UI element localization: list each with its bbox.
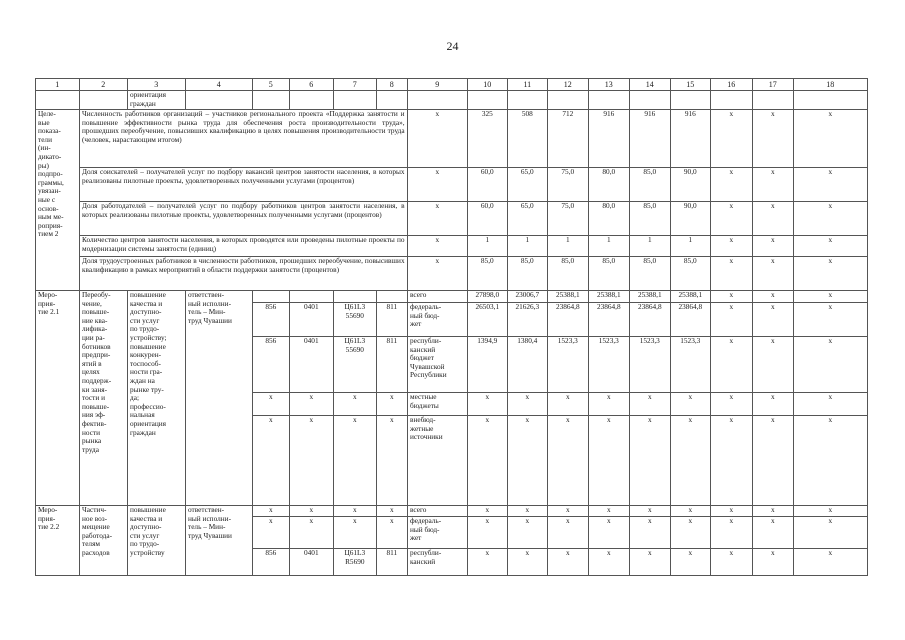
indicator-value: x: [752, 235, 794, 257]
section-code: x: [289, 392, 334, 416]
target-article-code: x: [333, 392, 377, 416]
funding-value: 1523,3: [670, 336, 711, 393]
indicator-value: 712: [547, 109, 589, 168]
indicator-value: x: [793, 256, 868, 291]
expense-type-code: 811: [376, 302, 408, 337]
continuation-cell: [793, 90, 868, 110]
funding-value: x: [752, 392, 794, 416]
indicator-value: 916: [629, 109, 671, 168]
target-article-code: [333, 290, 377, 303]
funding-source: федераль- ный бюд- жет: [407, 516, 468, 549]
funding-value: x: [793, 505, 868, 517]
funding-value: x: [752, 302, 794, 337]
header-cell-11: 11: [507, 78, 548, 91]
header-cell-10: 10: [467, 78, 508, 91]
indicator-value: x: [752, 201, 794, 236]
funding-value: x: [629, 516, 671, 549]
indicator-value: 1: [507, 235, 548, 257]
section-code: [289, 290, 334, 303]
funding-source: внебюд- жетные источники: [407, 415, 468, 506]
indicator-value: 85,0: [629, 256, 671, 291]
grbs-code: x: [252, 516, 290, 549]
funding-value: x: [547, 392, 589, 416]
funding-value: x: [793, 302, 868, 337]
indicator-name: Доля соискателей – получателей услуг по подбору вакансий центров занятости населения, в которых реализованы пилотные проекты, удовлетворенных полученными услугами (процентов): [79, 167, 408, 202]
funding-value: 25388,1: [588, 290, 630, 303]
funding-source: республи- канский: [407, 548, 468, 576]
target-article-code: x: [333, 505, 377, 517]
funding-value: x: [629, 415, 671, 506]
indicator-value: x: [752, 256, 794, 291]
continuation-cell: [289, 90, 334, 110]
funding-source: республи- канский бюджет Чувашской Республики: [407, 336, 468, 393]
grbs-code: x: [252, 392, 290, 416]
continuation-cell: [588, 90, 630, 110]
funding-value: x: [710, 336, 753, 393]
funding-value: x: [507, 516, 548, 549]
measure-2-2-name: Частич- ное воз- мещение работода- телям расходов: [79, 505, 128, 576]
indicator-value: 508: [507, 109, 548, 168]
funding-value: x: [507, 415, 548, 506]
header-cell-6: 6: [289, 78, 334, 91]
funding-value: 23864,8: [670, 302, 711, 337]
funding-value: x: [629, 392, 671, 416]
indicator-value: 60,0: [467, 167, 508, 202]
continuation-cell: [376, 90, 408, 110]
indicator-value: 80,0: [588, 167, 630, 202]
grbs-code: x: [252, 415, 290, 506]
funding-value: 26503,1: [467, 302, 508, 337]
indicator-value: 916: [670, 109, 711, 168]
funding-value: x: [467, 415, 508, 506]
funding-value: x: [793, 290, 868, 303]
funding-value: x: [670, 392, 711, 416]
page-number: 24: [446, 39, 459, 53]
funding-value: x: [547, 516, 589, 549]
funding-value: x: [793, 336, 868, 393]
target-article-code: Ц61L3 55690: [333, 336, 377, 393]
header-cell-15: 15: [670, 78, 711, 91]
indicator-value: 1: [670, 235, 711, 257]
indicator-value: x: [752, 109, 794, 168]
funding-value: 1394,9: [467, 336, 508, 393]
indicator-value: 80,0: [588, 201, 630, 236]
indicator-value: x: [793, 167, 868, 202]
indicator-value: 85,0: [547, 256, 589, 291]
indicator-col9: x: [407, 256, 468, 291]
indicator-value: 85,0: [629, 167, 671, 202]
funding-value: x: [670, 516, 711, 549]
indicator-col9: x: [407, 167, 468, 202]
header-cell-13: 13: [588, 78, 630, 91]
funding-value: x: [710, 516, 753, 549]
section-code: 0401: [289, 548, 334, 576]
indicator-value: 85,0: [670, 256, 711, 291]
funding-value: 1523,3: [629, 336, 671, 393]
section-code: x: [289, 415, 334, 506]
targets-label: Целе- вые показа- тели (ин- дикато- ры) подпро- граммы, увязан- ные с основ- ным ме- роприя- тием 2: [35, 109, 80, 291]
header-cell-14: 14: [629, 78, 671, 91]
indicator-name: Доля трудоустроенных работников в численности работников, прошедших переобучение, повысивших квалификацию в рамках мероприятий в области поддержки занятости (процентов): [79, 256, 408, 291]
funding-value: x: [793, 392, 868, 416]
continuation-cell: [252, 90, 290, 110]
funding-value: 23864,8: [588, 302, 630, 337]
indicator-value: 1: [629, 235, 671, 257]
header-cell-3: 3: [127, 78, 186, 91]
funding-value: 23006,7: [507, 290, 548, 303]
header-cell-1: 1: [35, 78, 80, 91]
indicator-value: 65,0: [507, 201, 548, 236]
continuation-cell: [407, 90, 468, 110]
indicator-name: Количество центров занятости населения, в которых проводятся или проведены пилотные проекты по модернизации системы занятости (единиц): [79, 235, 408, 257]
indicator-col9: x: [407, 235, 468, 257]
funding-value: 1523,3: [547, 336, 589, 393]
header-cell-16: 16: [710, 78, 753, 91]
header-cell-4: 4: [185, 78, 253, 91]
measure-2-1-executor: ответствен- ный исполни- тель – Мин- труд Чувашии: [185, 290, 253, 506]
expense-type-code: x: [376, 392, 408, 416]
funding-value: 25388,1: [547, 290, 589, 303]
indicator-value: x: [793, 201, 868, 236]
continuation-cell: [35, 90, 80, 110]
header-cell-17: 17: [752, 78, 794, 91]
grbs-code: 856: [252, 548, 290, 576]
indicator-value: x: [710, 167, 753, 202]
funding-value: x: [507, 392, 548, 416]
header-cell-7: 7: [333, 78, 377, 91]
indicator-value: 916: [588, 109, 630, 168]
expense-type-code: x: [376, 505, 408, 517]
funding-value: x: [670, 415, 711, 506]
funding-value: x: [588, 505, 630, 517]
expense-type-code: x: [376, 415, 408, 506]
funding-value: x: [670, 548, 711, 576]
funding-value: x: [467, 516, 508, 549]
measure-2-2-label: Меро- прия- тие 2.2: [35, 505, 80, 576]
measure-2-1-label: Меро- прия- тие 2.1: [35, 290, 80, 506]
funding-value: x: [710, 290, 753, 303]
grbs-code: 856: [252, 336, 290, 393]
funding-value: x: [710, 415, 753, 506]
funding-value: 25388,1: [670, 290, 711, 303]
funding-value: 21626,3: [507, 302, 548, 337]
indicator-value: 60,0: [467, 201, 508, 236]
indicator-value: x: [752, 167, 794, 202]
target-article-code: Ц61L3 R5690: [333, 548, 377, 576]
indicator-name: Доля работодателей – получателей услуг по подбору работников центров занятости населения, в которых реализованы пилотные проекты, удовлетворенных полученными услугами (процентов): [79, 201, 408, 236]
header-cell-9: 9: [407, 78, 468, 91]
indicator-value: x: [710, 235, 753, 257]
funding-value: x: [467, 548, 508, 576]
grbs-code: 856: [252, 302, 290, 337]
funding-value: x: [629, 548, 671, 576]
funding-value: x: [507, 505, 548, 517]
funding-value: x: [588, 548, 630, 576]
header-cell-2: 2: [79, 78, 128, 91]
continuation-cell: [185, 90, 253, 110]
grbs-code: [252, 290, 290, 303]
funding-source: всего: [407, 505, 468, 517]
funding-value: x: [670, 505, 711, 517]
indicator-value: 85,0: [588, 256, 630, 291]
funding-value: 23864,8: [629, 302, 671, 337]
funding-value: x: [710, 392, 753, 416]
funding-value: x: [793, 548, 868, 576]
funding-value: x: [752, 548, 794, 576]
expense-type-code: x: [376, 516, 408, 549]
funding-value: x: [752, 505, 794, 517]
funding-value: x: [752, 516, 794, 549]
indicator-value: 75,0: [547, 201, 589, 236]
indicator-value: 1: [467, 235, 508, 257]
indicator-value: 325: [467, 109, 508, 168]
funding-value: x: [547, 415, 589, 506]
funding-value: x: [467, 392, 508, 416]
funding-value: 25388,1: [629, 290, 671, 303]
indicator-value: 90,0: [670, 167, 711, 202]
expense-type-code: 811: [376, 548, 408, 576]
funding-value: x: [507, 548, 548, 576]
funding-value: x: [547, 548, 589, 576]
funding-source: местные бюджеты: [407, 392, 468, 416]
header-cell-12: 12: [547, 78, 589, 91]
funding-value: x: [710, 548, 753, 576]
indicator-value: x: [793, 109, 868, 168]
funding-value: x: [752, 290, 794, 303]
indicator-value: 75,0: [547, 167, 589, 202]
funding-source: всего: [407, 290, 468, 303]
funding-value: x: [752, 415, 794, 506]
continuation-cell: [752, 90, 794, 110]
target-article-code: Ц61L3 55690: [333, 302, 377, 337]
continuation-cell: [79, 90, 128, 110]
expense-type-code: 811: [376, 336, 408, 393]
indicator-name: Численность работников организаций – участников регионального проекта «Поддержка занятости и повышение эффективности рынка труда для обеспечения роста производительности труда», прошедших переобучение, повысивших квалификацию в целях повышения производительности труда (человек, нарастающим итогом): [79, 109, 408, 168]
indicator-value: 85,0: [507, 256, 548, 291]
indicator-value: x: [710, 256, 753, 291]
section-code: x: [289, 516, 334, 549]
continuation-cell: [467, 90, 508, 110]
target-article-code: x: [333, 415, 377, 506]
indicator-col9: x: [407, 109, 468, 168]
funding-value: x: [710, 302, 753, 337]
continuation-cell: [507, 90, 548, 110]
grbs-code: x: [252, 505, 290, 517]
target-article-code: x: [333, 516, 377, 549]
header-cell-18: 18: [793, 78, 868, 91]
continuation-col3: ориентация граждан: [127, 90, 186, 110]
funding-value: x: [710, 505, 753, 517]
continuation-cell: [710, 90, 753, 110]
funding-value: 27898,0: [467, 290, 508, 303]
measure-2-1-goal: повышение качества и доступно- сти услуг по трудо- устройству; повышение конкурен- тоспособ- ности гра- ждан на рынке тру- да; профессио- нальная ориентация граждан: [127, 290, 186, 506]
funding-value: x: [588, 516, 630, 549]
funding-value: x: [467, 505, 508, 517]
indicator-value: 65,0: [507, 167, 548, 202]
indicator-col9: x: [407, 201, 468, 236]
indicator-value: 1: [588, 235, 630, 257]
section-code: 0401: [289, 302, 334, 337]
measure-2-2-executor: ответствен- ный исполни- тель – Мин- труд Чувашии: [185, 505, 253, 576]
measure-2-2-goal: повышение качества и доступно- сти услуг по трудо- устройству: [127, 505, 186, 576]
funding-value: x: [588, 392, 630, 416]
indicator-value: 85,0: [629, 201, 671, 236]
indicator-value: x: [710, 109, 753, 168]
funding-value: 1380,4: [507, 336, 548, 393]
funding-value: x: [629, 505, 671, 517]
funding-value: x: [793, 415, 868, 506]
indicator-value: 1: [547, 235, 589, 257]
funding-value: x: [547, 505, 589, 517]
indicator-value: x: [793, 235, 868, 257]
funding-value: x: [588, 415, 630, 506]
measure-2-1-name: Переобу- чение, повыше- ние ква- лифика- ции ра- ботников предпри- ятий в целях поддерж- ки заня- тости и повыше- ния эф- фектив- ности рынка труда: [79, 290, 128, 506]
continuation-cell: [670, 90, 711, 110]
header-cell-8: 8: [376, 78, 408, 91]
funding-value: x: [752, 336, 794, 393]
continuation-cell: [333, 90, 377, 110]
funding-value: 1523,3: [588, 336, 630, 393]
funding-value: x: [793, 516, 868, 549]
continuation-cell: [629, 90, 671, 110]
indicator-value: 85,0: [467, 256, 508, 291]
section-code: 0401: [289, 336, 334, 393]
indicator-value: 90,0: [670, 201, 711, 236]
expense-type-code: [376, 290, 408, 303]
header-cell-5: 5: [252, 78, 290, 91]
funding-source: федераль- ный бюд- жет: [407, 302, 468, 337]
funding-value: 23864,8: [547, 302, 589, 337]
indicator-value: x: [710, 201, 753, 236]
section-code: x: [289, 505, 334, 517]
continuation-cell: [547, 90, 589, 110]
